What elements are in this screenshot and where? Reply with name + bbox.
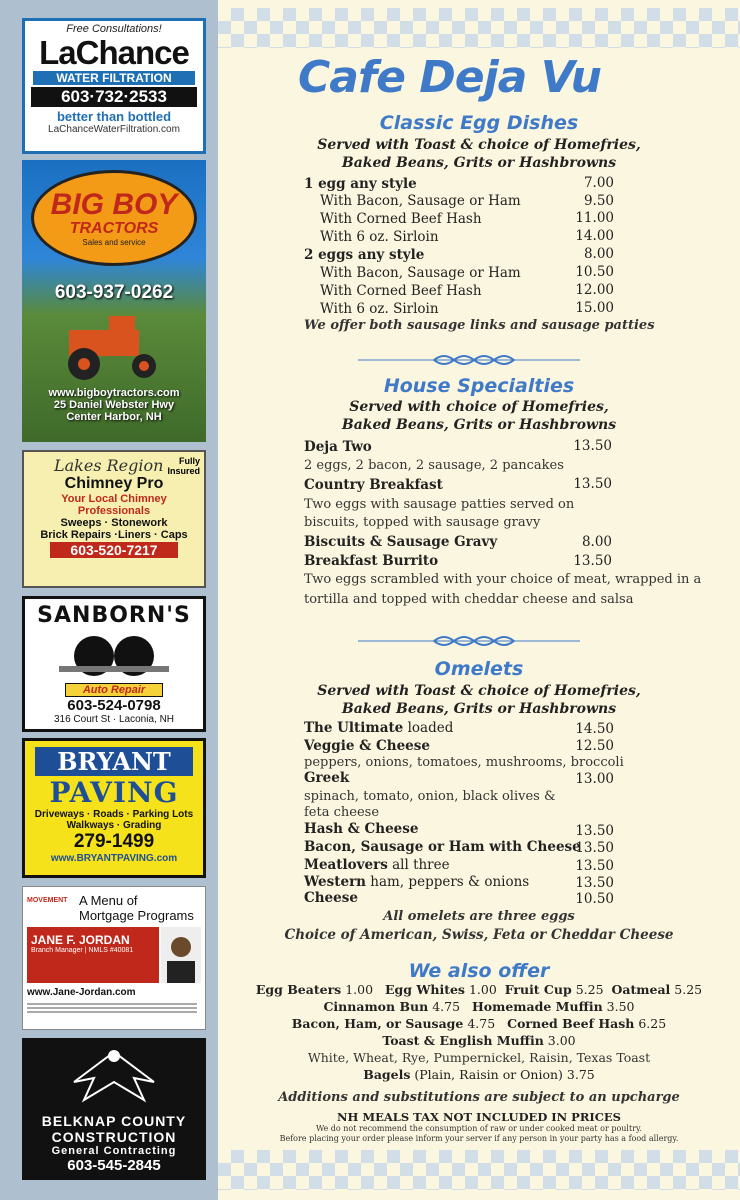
menu-item-price: 15.00 [575, 300, 614, 316]
menu-item-name: With 6 oz. Sirloin [320, 229, 439, 245]
ad-belknap [22, 1038, 206, 1180]
ad-line: General Contracting [51, 1145, 177, 1157]
ad-phone: 603-937-0262 [54, 282, 174, 303]
menu-item-desc: biscuits, topped with sausage gravy [304, 515, 541, 530]
ad-chimney-pro [22, 450, 206, 588]
menu-item-price: 12.00 [575, 282, 614, 298]
menu-item-price: 13.50 [575, 875, 614, 891]
menu-item-price: 8.00 [583, 246, 614, 262]
menu-area [218, 0, 740, 1200]
menu-item-name: Homemade Muffin [471, 999, 603, 1014]
ad-sales: Sales and service [82, 237, 146, 247]
section-heading-egg: Classic Egg Dishes [379, 112, 579, 134]
menu-item-name: Deja Two [304, 439, 372, 455]
menu-item-price: 1.00 [468, 982, 497, 997]
menu-item-name: Greek [304, 770, 350, 786]
menu-item-desc: Two eggs with sausage patties served on [304, 497, 575, 512]
menu-item-price: 11.00 [575, 210, 614, 226]
menu-item-price: 7.00 [583, 175, 614, 191]
menu-item-price: 3.00 [547, 1033, 576, 1048]
menu-item-name: Bacon, Sausage or Ham with Cheese [304, 839, 581, 855]
warning-note: We do not recommend the consumption of raw or under cooked meat or poultry. [315, 1124, 643, 1133]
ad-line: A Menu of [79, 893, 138, 908]
ad-city: Center Harbor, NH [66, 411, 162, 423]
menu-item-meatlovers [304, 857, 450, 873]
tax-note: NH MEALS TAX NOT INCLUDED IN PRICES [336, 1110, 621, 1124]
ad-line: Professionals [77, 505, 151, 517]
also-row [218, 1016, 740, 1031]
menu-item-name: With Corned Beef Hash [320, 283, 482, 299]
ad-address: 25 Daniel Webster Hwy [53, 399, 175, 411]
warning-note: Before placing your order please inform your server if any person in your party has a food allergy. [279, 1134, 679, 1143]
ad-line: CONSTRUCTION [51, 1129, 177, 1145]
menu-item-name: Biscuits & Sausage Gravy [304, 534, 498, 550]
ad-brand: BRYANT [35, 747, 193, 776]
menu-item-price: 10.50 [575, 264, 614, 280]
also-row [218, 1033, 740, 1048]
ad-website: www.Jane-Jordan.com [27, 987, 136, 998]
menu-item-price: 5.25 [575, 982, 604, 997]
menu-item-name: Country Breakfast [304, 477, 443, 493]
ad-name: JANE F. JORDAN [31, 933, 130, 947]
also-row-desc: White, Wheat, Rye, Pumpernickel, Raisin, Texas Toast [307, 1050, 651, 1065]
ad-lakes-region: Lakes Region [54, 456, 164, 475]
section-note: Choice of American, Swiss, Feta or Cheddar Cheese [284, 927, 674, 943]
divider-ornament-icon [358, 631, 580, 651]
menu-item-extra: all three [387, 857, 450, 873]
ad-bigboy [22, 160, 206, 442]
ad-website: www.bigboytractors.com [48, 387, 180, 399]
ad-services: Sweeps · Stonework [60, 517, 168, 529]
section-sub: Served with Toast & choice of Homefries, [317, 137, 641, 153]
ad-insured: Fully Insured [167, 456, 200, 476]
menu-item-name: Veggie & Cheese [304, 738, 430, 754]
menu-item-price: 5.25 [674, 982, 703, 997]
menu-item-desc: tortilla and topped with cheddar cheese and salsa [304, 592, 634, 607]
section-sub: Baked Beans, Grits or Hashbrowns [341, 417, 617, 433]
menu-item-price: 4.75 [467, 1016, 496, 1031]
also-row [218, 1067, 740, 1082]
ad-fine-print-lines [27, 1001, 197, 1015]
menu-item-name: Cinnamon Bun [323, 999, 429, 1014]
section-sub: Baked Beans, Grits or Hashbrowns [341, 701, 617, 717]
menu-item-name: With Bacon, Sausage or Ham [320, 265, 521, 281]
ad-paving: PAVING [49, 776, 179, 809]
ad-services: Driveways · Roads · Parking Lots [34, 809, 194, 820]
ad-brand: LaChance [39, 34, 189, 71]
ad-service: WATER FILTRATION [33, 71, 195, 85]
section-sub: Baked Beans, Grits or Hashbrowns [341, 155, 617, 171]
section-sub: Served with choice of Homefries, [349, 399, 609, 415]
menu-item-desc: 2 eggs, 2 bacon, 2 sausage, 2 pancakes [304, 458, 564, 473]
menu-item-name: Egg Whites [384, 982, 465, 997]
menu-item-price: 13.50 [575, 823, 614, 839]
ad-brand-sub: TRACTORS [69, 219, 159, 237]
menu-item-name: Corned Beef Hash [507, 1016, 635, 1031]
menu-item-name: 2 eggs any style [304, 247, 425, 263]
menu-item-name: Breakfast Burrito [304, 553, 439, 569]
menu-item-name: The Ultimate [304, 720, 404, 736]
ad-lachance [22, 18, 206, 154]
section-heading-house: House Specialties [383, 375, 575, 397]
also-row [218, 999, 740, 1014]
dogs-icon [54, 630, 174, 678]
menu-item-price: 9.50 [583, 193, 614, 209]
ad-line: Mortgage Programs [79, 908, 194, 923]
menu-item-price: 3.50 [606, 999, 635, 1014]
menu-item-western [304, 874, 529, 890]
menu-item-extra: loaded [403, 720, 454, 736]
menu-item-price: 13.50 [573, 438, 612, 454]
menu-item-price: 6.25 [638, 1016, 667, 1031]
ad-phone: 603·732·2533 [31, 87, 197, 107]
ad-movement-mortgage [22, 886, 206, 1030]
menu-item-name: Egg Beaters [255, 982, 342, 997]
menu-item-extra: ham, peppers & onions [366, 874, 530, 890]
menu-item-price: 12.50 [575, 738, 614, 754]
menu-item-price: 13.50 [575, 858, 614, 874]
section-note: We offer both sausage links and sausage patties [304, 318, 655, 333]
menu-item-price: 13.50 [575, 840, 614, 856]
eagle-icon [54, 1042, 174, 1108]
ad-sanborns [22, 596, 206, 732]
portrait-icon [161, 927, 201, 983]
menu-item-name: Hash & Cheese [304, 821, 419, 837]
section-heading-omelets: Omelets [434, 658, 524, 680]
menu-item-price: 14.50 [575, 721, 614, 737]
menu-item-name: Meatlovers [304, 857, 388, 873]
menu-item-desc: peppers, onions, tomatoes, mushrooms, broccoli [304, 755, 624, 770]
ad-name-box [27, 927, 159, 983]
menu-item-price: 4.75 [432, 999, 461, 1014]
menu-item-desc: feta cheese [304, 805, 380, 820]
ad-slogan: better than bottled [56, 109, 172, 124]
ad-brand: MOVEMENT [27, 897, 68, 904]
tractor-icon [39, 312, 189, 382]
ad-phone: 603-524-0798 [67, 697, 161, 714]
menu-item-name: Bagels [363, 1067, 411, 1082]
menu-item-price: 8.00 [581, 534, 612, 550]
ad-phone: 279-1499 [73, 831, 155, 852]
menu-item-name: 1 egg any style [304, 176, 417, 192]
menu-item-desc: Two eggs scrambled with your choice of meat, wrapped in a [304, 572, 702, 587]
menu-item-desc: spinach, tomato, onion, black olives & [304, 789, 556, 804]
menu-title: Cafe Deja Vu [298, 52, 601, 103]
section-sub: Served with Toast & choice of Homefries, [317, 683, 641, 699]
divider-ornament-icon [358, 350, 580, 370]
ad-website: www.BRYANTPAVING.com [50, 853, 178, 864]
ad-column [0, 0, 218, 1200]
menu-item-price: 13.50 [573, 476, 612, 492]
menu-item-name: Fruit Cup [504, 982, 572, 997]
ad-tagline: Free Consultations! [66, 23, 162, 35]
menu-item-extra: (Plain, Raisin or Onion) 3.75 [410, 1067, 595, 1082]
ad-bryant-paving [22, 738, 206, 878]
ad-line: Your Local Chimney [61, 493, 167, 505]
menu-item-price: 14.00 [575, 228, 614, 244]
ad-brand: SANBORN'S [37, 603, 191, 628]
upcharge-note: Additions and substitutions are subject to an upcharge [278, 1090, 680, 1105]
ad-service: Auto Repair [65, 683, 163, 697]
menu-item-ultimate [304, 720, 453, 736]
ad-phone: 603-545-2845 [67, 1157, 161, 1174]
ad-brand: Chimney Pro [64, 475, 164, 492]
menu-item-name: Western [304, 874, 367, 890]
ad-logo [31, 170, 197, 266]
ad-line: BELKNAP COUNTY [41, 1113, 187, 1129]
section-note: All omelets are three eggs [383, 909, 575, 924]
menu-item-price: 10.50 [575, 891, 614, 907]
menu-item-price: 13.00 [575, 771, 614, 787]
ad-brand: BIG BOY [50, 187, 178, 221]
ad-address: 316 Court St · Laconia, NH [53, 714, 175, 725]
menu-item-name: Bacon, Ham, or Sausage [291, 1016, 464, 1031]
ad-services: Brick Repairs ·Liners · Caps [40, 529, 188, 541]
menu-item-name: Oatmeal [611, 982, 671, 997]
menu-item-name: Cheese [304, 890, 358, 906]
menu-item-price: 1.00 [345, 982, 374, 997]
menu-item-name: With Bacon, Sausage or Ham [320, 193, 521, 209]
ad-services: Walkways · Grading [66, 820, 162, 831]
menu-item-name: Toast & English Muffin [382, 1033, 544, 1048]
menu-item-price: 13.50 [573, 553, 612, 569]
menu-item-name: With Corned Beef Hash [320, 211, 482, 227]
ad-title: Branch Manager | NMLS #40081 [31, 947, 134, 954]
section-heading-also: We also offer [408, 960, 550, 982]
menu-item-name: With 6 oz. Sirloin [320, 301, 439, 317]
ad-website: LaChanceWaterFiltration.com [48, 124, 180, 135]
ad-phone: 603-520-7217 [50, 542, 178, 558]
also-row [218, 982, 740, 997]
